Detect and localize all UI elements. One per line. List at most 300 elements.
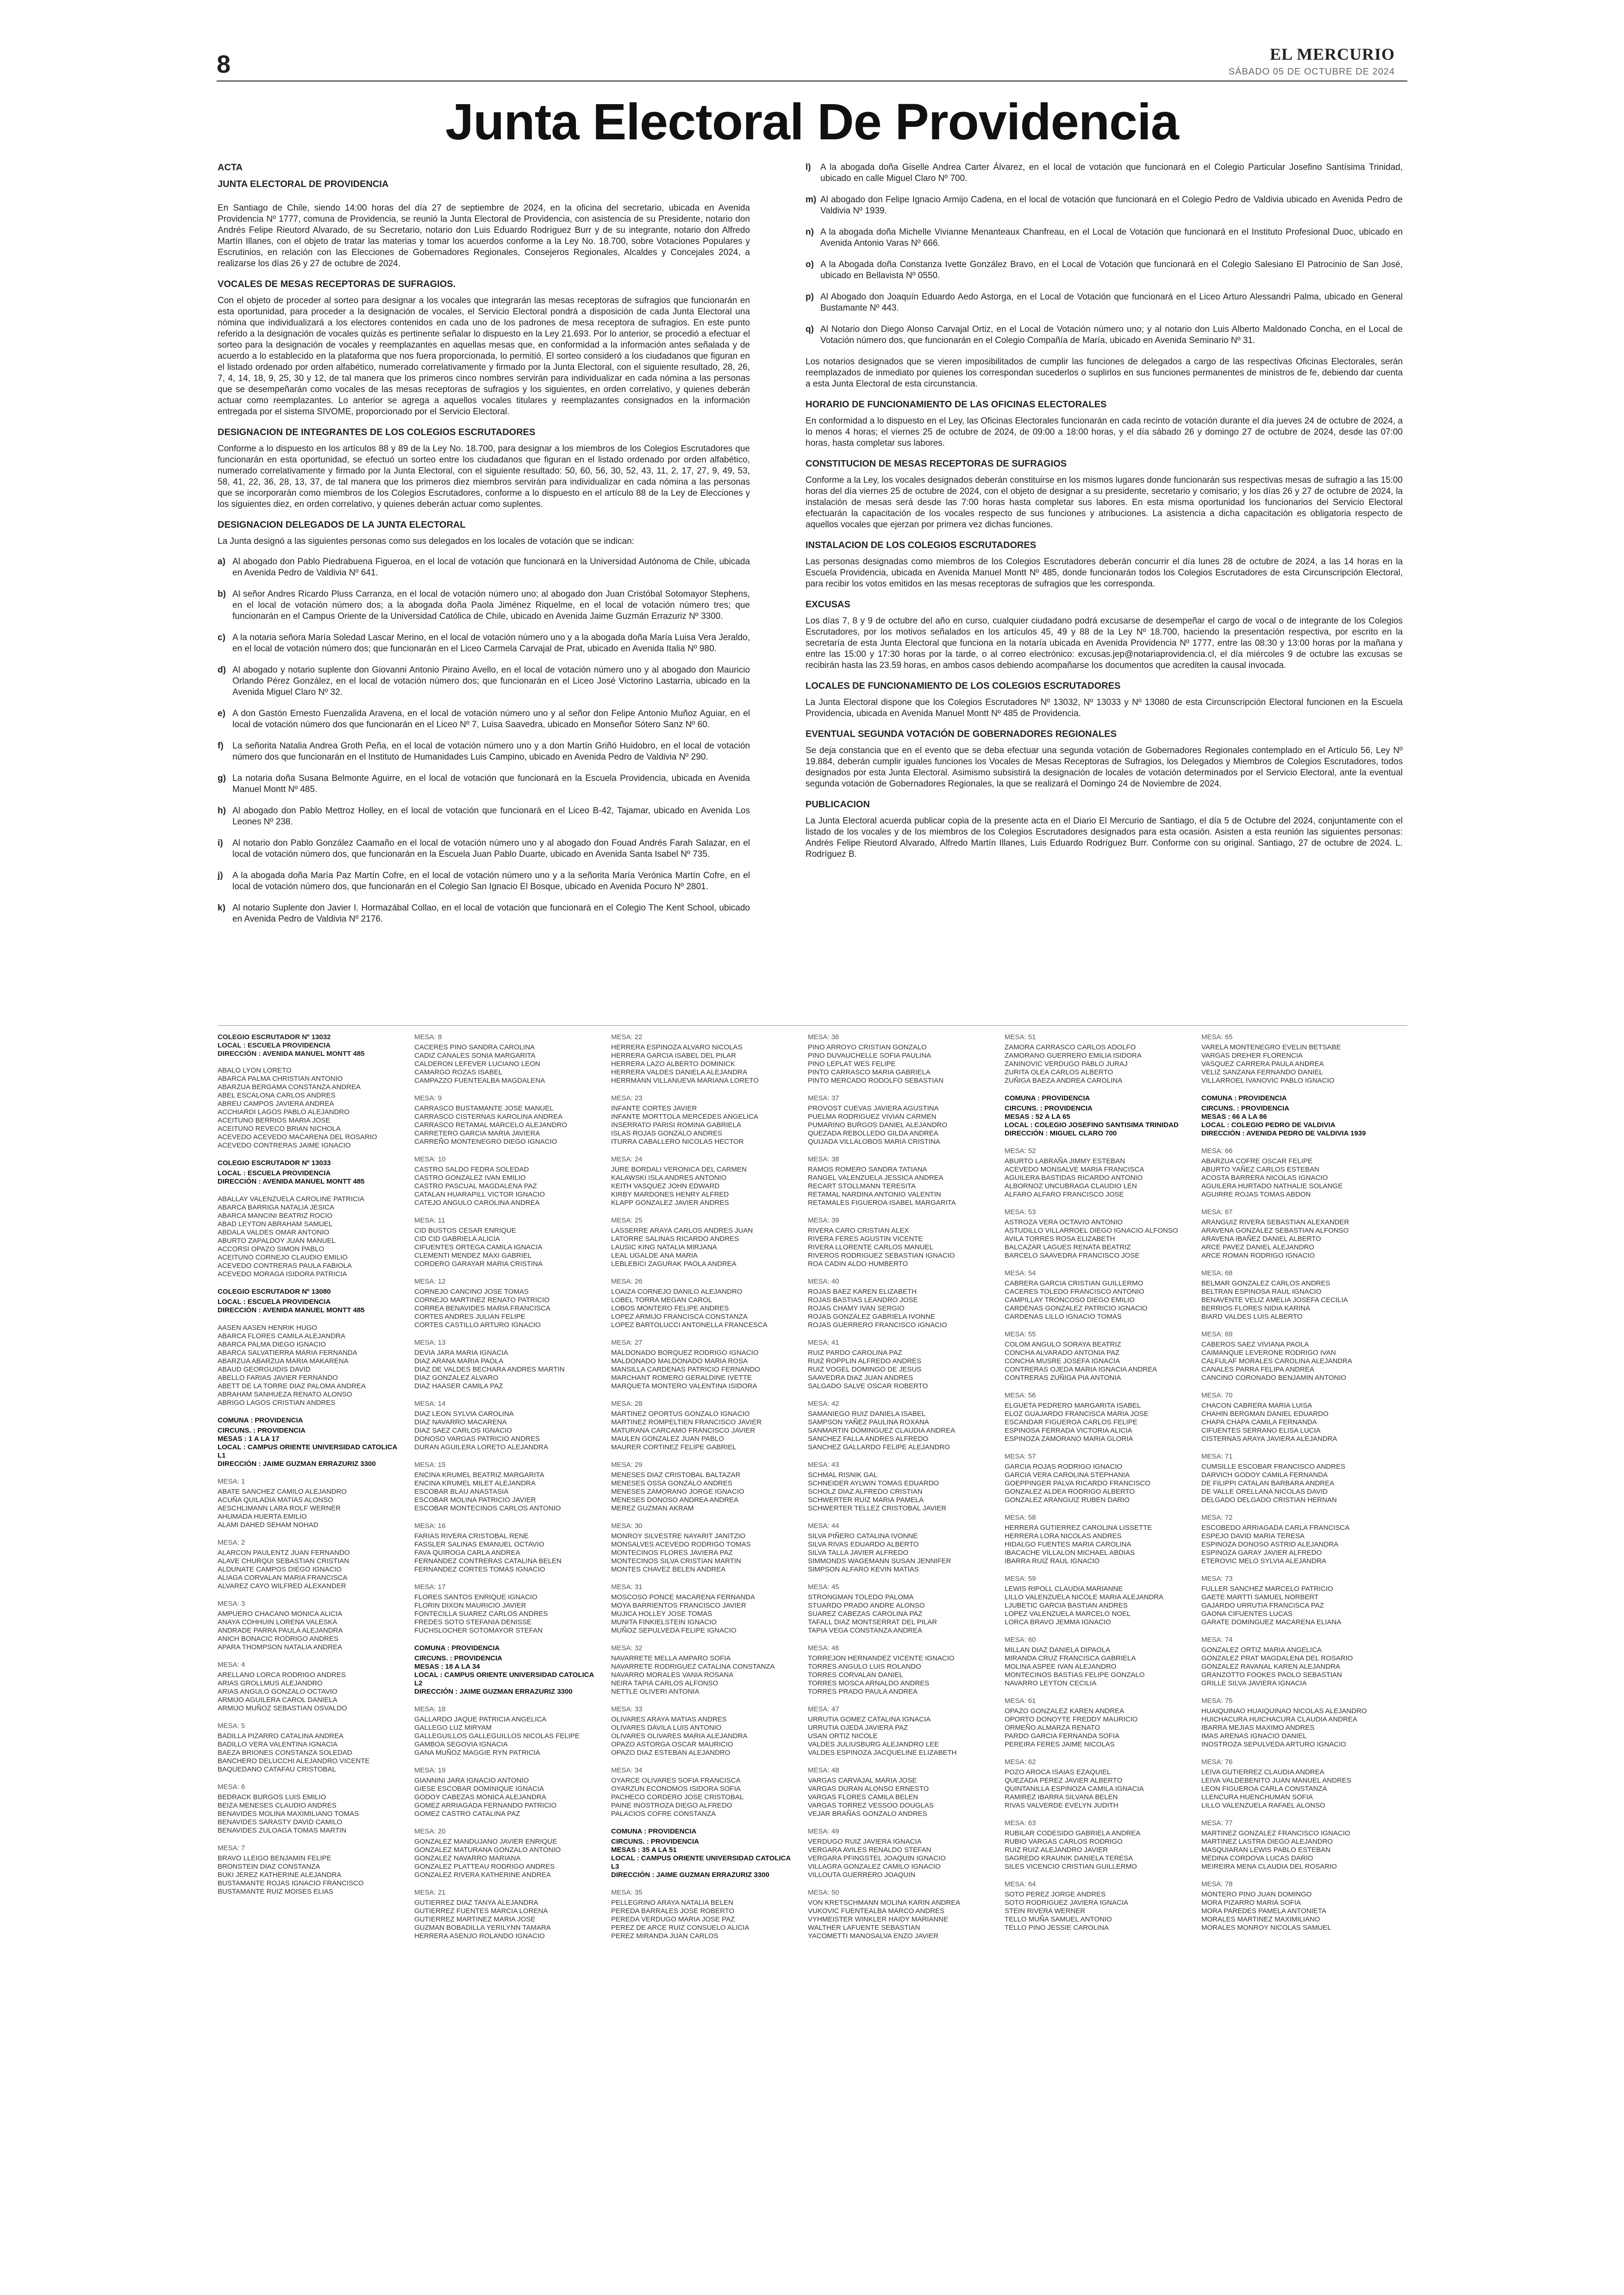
vocal-name: LJUBETIC GARCIA BASTIAN ANDRES bbox=[1005, 1602, 1128, 1609]
mesas-column bbox=[218, 1033, 403, 1905]
mesa-label: MESA: 14 bbox=[414, 1400, 446, 1408]
vocal-name: BEDRACK BURGOS LUIS EMILIO bbox=[218, 1793, 326, 1801]
vocal-name: MOYA BARRIENTOS FRANCISCO JAVIER bbox=[611, 1602, 746, 1609]
vocal-name: PINO DUVAUCHELLE SOFIA PAULINA bbox=[808, 1052, 931, 1060]
vocal-name: GONZALEZ ARANGUIZ RUBEN DARIO bbox=[1005, 1496, 1130, 1504]
delegate-letter: e) bbox=[218, 709, 225, 718]
delegate-letter: n) bbox=[806, 227, 814, 237]
mesa-block bbox=[611, 1889, 796, 1940]
delegate-text: Al notario Suplente don Javier I. Hormazábal Collao, en el local de votación que funcionará en el Colegio The Kent School, ubicado en Avenida Pedro de Valdivia Nº 2176. bbox=[232, 903, 750, 924]
local-header: COMUNA : PROVIDENCIA bbox=[1005, 1094, 1090, 1102]
vocal-name: YACOMETTI MANOSALVA ENZO JAVIER bbox=[808, 1932, 939, 1940]
vocal-name: SILVA PIÑERO CATALINA IVONNE bbox=[808, 1532, 918, 1540]
vocal-name: CADIZ CANALES SONIA MARGARITA bbox=[414, 1052, 536, 1060]
vocal-name: QUIJADA VILLALOBOS MARIA CRISTINA bbox=[808, 1138, 940, 1146]
vocal-name: GAMBOA SEGOVIA IGNACIA bbox=[414, 1740, 508, 1748]
publication-date: SÁBADO 05 DE OCTUBRE DE 2024 bbox=[1228, 67, 1395, 77]
vocal-name: SILVA TALLA JAVIER ALFREDO bbox=[808, 1549, 909, 1557]
vocal-name: ALDUNATE CAMPOS DIEGO IGNACIO bbox=[218, 1565, 342, 1573]
local-header-line: LOCAL : CAMPUS ORIENTE UNIVERSIDAD CATOLICA L1 bbox=[218, 1443, 397, 1459]
mesa-block bbox=[1201, 1697, 1387, 1749]
mesa-label: MESA: 44 bbox=[808, 1522, 839, 1530]
vocal-name: AGUILERA BASTIDAS RICARDO ANTONIO bbox=[1005, 1174, 1143, 1182]
mesa-label: MESA: 13 bbox=[414, 1339, 446, 1347]
vocal-name: PUELMA RODRIGUEZ VIVIAN CARMEN bbox=[808, 1113, 937, 1121]
vocal-name: MAURER CORTINEZ FELIPE GABRIEL bbox=[611, 1443, 737, 1451]
vocal-name: ISLAS ROJAS GONZALO ANDRES bbox=[611, 1129, 723, 1137]
vocal-name: GUTIERREZ DIAZ TANYA ALEJANDRA bbox=[414, 1899, 538, 1907]
mesa-block bbox=[218, 1324, 403, 1407]
vocal-name: SCHWERTER RUIZ MARIA PAMELA bbox=[808, 1496, 924, 1504]
vocal-name: VELIZ SANZANA FERNANDO DANIEL bbox=[1201, 1068, 1323, 1076]
section-text: Se deja constancia que en el evento que se deba efectuar una segunda votación de Gobernadores Regionales contemplado en el Artículo 56, Ley Nº 19.884, deberán cumplir iguales funciones los Vocales de Mesas Receptoras de Sufragios, los Delegados y Miembros de Colegios Escrutadores, todos designados por esta Junta Electoral. Asimismo subsistirá la designación de locales de votación determinados por el Servicio Electoral, ante la eventual segunda votación de Gobernadores Regionales, la que se realizará el Domingo 24 de Noviembre de 2024. bbox=[806, 746, 1403, 789]
vocal-name: ZANINOVIC VERDUGO PABLO JURAJ bbox=[1005, 1060, 1128, 1068]
delegate-letter: b) bbox=[218, 589, 226, 599]
mesa-label: MESA: 72 bbox=[1201, 1514, 1233, 1522]
vocal-name: GARCIA VERA CAROLINA STEPHANIA bbox=[1005, 1471, 1130, 1479]
mesa-block bbox=[808, 1278, 993, 1329]
vocal-name: ARIAS GROLLMUS ALEJANDRO bbox=[218, 1679, 323, 1687]
local-header-line: DIRECCIÓN : AVENIDA MANUEL MONTT 485 bbox=[218, 1178, 365, 1185]
vocal-name: CORNEJO CANCINO JOSE TOMAS bbox=[414, 1288, 529, 1296]
vocal-name: SCHWERTER TELLEZ CRISTOBAL JAVIER bbox=[808, 1504, 947, 1512]
vocal-name: ANICH BONACIC RODRIGO ANDRES bbox=[218, 1635, 338, 1643]
local-header-line: DIRECCIÓN : JAIME GUZMAN ERRAZURIZ 3300 bbox=[218, 1460, 376, 1468]
vocal-name: DE VALLE ORELLANA NICOLAS DAVID bbox=[1201, 1488, 1328, 1496]
vocal-name: CASTRO SALDO FEDRA SOLEDAD bbox=[414, 1166, 529, 1173]
local-header-line: MESAS : 18 A LA 34 bbox=[414, 1663, 480, 1671]
vocal-name: FASSLER SALINAS EMANUEL OCTAVIO bbox=[414, 1540, 544, 1548]
vocal-name: DIAZ SAEZ CARLOS IGNACIO bbox=[414, 1427, 512, 1434]
mesa-label: MESA: 58 bbox=[1005, 1514, 1036, 1522]
mesa-label: MESA: 29 bbox=[611, 1461, 643, 1469]
vocal-name: ABARZUA ABARZUA MARIA MAKARENA bbox=[218, 1357, 349, 1365]
vocal-name: MARQUETA MONTERO VALENTINA ISIDORA bbox=[611, 1382, 757, 1390]
vocal-name: ACEITUNO REVECO BRIAN NICHOLA bbox=[218, 1125, 341, 1133]
vocal-name: PAINE INOSTROZA DIEGO ALFREDO bbox=[611, 1802, 732, 1809]
vocal-name: INFANTE CORTES JAVIER bbox=[611, 1104, 697, 1112]
delegate-text: Al Abogado don Joaquín Eduardo Aedo Astorga, en el Local de Votación que funcionará en el Liceo Arturo Alessandri Palma, ubicado en General Bustamante Nº 443. bbox=[820, 292, 1403, 313]
vocal-name: QUEZADA REBOLLEDO GILDA ANDREA bbox=[808, 1129, 938, 1137]
vocal-name: ACEVEDO MORAGA ISIDORA PATRICIA bbox=[218, 1270, 347, 1278]
mesa-block bbox=[1005, 1575, 1190, 1627]
vocal-name: ETEROVIC MELO SYLVIA ALEJANDRA bbox=[1201, 1557, 1326, 1565]
vocal-name: AESCHLIMANN LARA ROLF WERNER bbox=[218, 1504, 341, 1512]
vocal-name: GONZALEZ MANDUJANO JAVIER ENRIQUE bbox=[414, 1838, 557, 1846]
mesa-block bbox=[1201, 1033, 1387, 1085]
vocal-name: FONTECILLA SUAREZ CARLOS ANDRES bbox=[414, 1610, 548, 1618]
vocal-name: LEIVA GUTIERREZ CLAUDIA ANDREA bbox=[1201, 1768, 1324, 1776]
vocal-name: NAVARRO LEYTON CECILIA bbox=[1005, 1679, 1097, 1687]
mesa-block bbox=[1005, 1269, 1190, 1321]
vocal-name: URRUTIA GOMEZ CATALINA IGNACIA bbox=[808, 1715, 931, 1723]
vocal-name: NEIRA TAPIA CARLOS ALFONSO bbox=[611, 1679, 718, 1687]
delegate-text: A la abogada doña Giselle Andrea Carter Álvarez, en el local de votación que funcionará en el Colegio Particular Josefino Santísima Trinidad, ubicado en calle Miguel Claro Nº 700. bbox=[820, 162, 1403, 183]
mesa-label: MESA: 41 bbox=[808, 1339, 839, 1347]
mesa-block bbox=[1005, 1819, 1190, 1871]
vocal-name: RECART STOLLMANN TERESITA bbox=[808, 1182, 916, 1190]
mesa-block bbox=[808, 1522, 993, 1574]
vocal-name: GUTIERREZ FUENTES MARCIA LORENA bbox=[414, 1907, 548, 1915]
delegate-item bbox=[218, 903, 750, 925]
vocal-name: STUARDO PRADO ANDRE ALONSO bbox=[808, 1602, 925, 1609]
vocal-name: FERNANDEZ CORTES TOMAS IGNACIO bbox=[414, 1565, 545, 1573]
mesa-block bbox=[1201, 1575, 1387, 1627]
section-title: LOCALES DE FUNCIONAMIENTO DE LOS COLEGIOS ESCRUTADORES bbox=[806, 681, 1121, 691]
mesa-block bbox=[218, 1416, 403, 1468]
vocal-name: DELGADO DELGADO CRISTIAN HERNAN bbox=[1201, 1496, 1337, 1504]
vocal-name: VARGAS FLORES CAMILA BELEN bbox=[808, 1793, 918, 1801]
vocal-name: ABARCA BARRIGA NATALIA JESICA bbox=[218, 1204, 335, 1211]
colegio-header-line: COLEGIO ESCRUTADOR Nº 13032 bbox=[218, 1033, 331, 1041]
vocal-name: LAUSIC KING NATALIA MIRJANA bbox=[611, 1243, 717, 1251]
mesa-block bbox=[808, 1827, 993, 1879]
vocal-name: VALDES JULIUSBURG ALEJANDRO LEE bbox=[808, 1740, 939, 1748]
vocal-name: ABELLO FARIAS JAVIER FERNANDO bbox=[218, 1374, 338, 1382]
vocal-name: MOSCOSO PONCE MACARENA FERNANDA bbox=[611, 1593, 755, 1601]
mesa-block bbox=[218, 1066, 403, 1150]
vocal-name: MONROY SILVESTRE NAYARIT JANITZIO bbox=[611, 1532, 746, 1540]
vocal-name: OLIVARES ARAYA MATIAS ANDRES bbox=[611, 1715, 727, 1723]
vocal-name: LEAL UGALDE ANA MARIA bbox=[611, 1252, 698, 1260]
vocal-name: FLORIN DIXON MAURICIO JAVIER bbox=[414, 1602, 526, 1609]
mesa-label: MESA: 77 bbox=[1201, 1819, 1233, 1827]
mesa-label: MESA: 50 bbox=[808, 1889, 839, 1896]
vocal-name: SANMARTIN DOMINGUEZ CLAUDIA ANDREA bbox=[808, 1427, 956, 1434]
mesa-label: MESA: 2 bbox=[218, 1539, 245, 1547]
local-header: COLEGIO ESCRUTADOR Nº 13080 bbox=[218, 1288, 331, 1296]
vocal-name: GRANZOTTO FOOKES PAOLO SEBASTIAN bbox=[1201, 1671, 1342, 1679]
vocal-name: BEIZA MENESES CLAUDIO ANDRES bbox=[218, 1802, 337, 1809]
mesa-label: MESA: 63 bbox=[1005, 1819, 1036, 1827]
section-title: DESIGNACION DE INTEGRANTES DE LOS COLEGIOS ESCRUTADORES bbox=[218, 427, 536, 437]
vocal-name: GOMEZ ARRIAGADA FERNANDO PATRICIO bbox=[414, 1802, 556, 1809]
mesa-block bbox=[611, 1705, 796, 1757]
delegate-item bbox=[806, 292, 1403, 314]
delegate-text: Al señor Andres Ricardo Pluss Carranza, en el local de votación número uno; al abogado don Juan Cristóbal Sotomayor Stephens, en el local de votación número dos; a la abogada doña Paola Jiménez Riquelme, en el local de votación número tres; que funcionarán en el Campus Oriente de la Universidad Católica de Chile, ubicado en Avenida Jaime Guzmán Errazuriz Nº 3300. bbox=[232, 589, 750, 621]
vocal-name: INOSTROZA SEPULVEDA ARTURO IGNACIO bbox=[1201, 1740, 1346, 1748]
vocal-name: ARMIJO MUÑOZ SEBASTIAN OSVALDO bbox=[218, 1704, 347, 1712]
vocal-name: OPAZO GONZALEZ KAREN ANDREA bbox=[1005, 1707, 1124, 1715]
vocal-name: ESPEJO DAVID MARIA TERESA bbox=[1201, 1532, 1305, 1540]
vocal-name: LOAIZA CORNEJO DANILO ALEJANDRO bbox=[611, 1288, 743, 1296]
vocal-name: AASEN AASEN HENRIK HUGO bbox=[218, 1324, 318, 1332]
mesa-label: MESA: 56 bbox=[1005, 1391, 1036, 1399]
vocal-name: LOPEZ VALENZUELA MARCELO NOEL bbox=[1005, 1610, 1131, 1618]
delegate-text: Al notario don Pablo González Caamaño en el local de votación número uno y al abogado don Fouad Andrés Farah Salazar, en el local de votación número dos, que funcionarán en la Escuela Juan Pablo Duarte, ubicado en Avenida Santa Isabel Nº 735. bbox=[232, 838, 750, 859]
vocal-name: ACEITUNO CORNEJO CLAUDIO EMILIO bbox=[218, 1254, 348, 1261]
vocal-name: ZAMORANO GUERRERO EMILIA ISIDORA bbox=[1005, 1052, 1142, 1060]
vocal-name: MUJICA HOLLEY JOSE TOMAS bbox=[611, 1610, 712, 1618]
vocal-name: FUCHSLOCHER SOTOMAYOR STEFAN bbox=[414, 1627, 543, 1634]
vocal-name: ZUÑIGA BAEZA ANDREA CAROLINA bbox=[1005, 1077, 1123, 1085]
vocal-name: DIAZ GONZALEZ ALVARO bbox=[414, 1374, 499, 1382]
vocal-name: ABEL ESCALONA CARLOS ANDRES bbox=[218, 1091, 336, 1099]
local-header-line: DIRECCIÓN : JAIME GUZMAN ERRAZURIZ 3300 bbox=[414, 1688, 573, 1696]
mesa-block bbox=[414, 1461, 600, 1513]
publication-name: EL MERCURIO bbox=[1269, 45, 1395, 63]
delegate-item bbox=[218, 708, 750, 730]
vocal-name: ALARCON PAULENTZ JUAN FERNANDO bbox=[218, 1549, 350, 1557]
mesa-block bbox=[218, 1722, 403, 1774]
delegate-text: Al abogado y notario suplente don Giovanni Antonio Piraino Avello, en el local de votación número uno y al abogado don Mauricio Orlando Pérez González, en el local de votación número dos; que funcionarán en el Liceo José Victorino Lastarria, ubicado en la Avenida Miguel Claro Nº 32. bbox=[232, 665, 750, 697]
vocal-name: ROA CADIN ALDO HUMBERTO bbox=[808, 1260, 908, 1268]
vocal-name: ABALLAY VALENZUELA CAROLINE PATRICIA bbox=[218, 1195, 365, 1203]
vocal-name: FREDES SOTO STEFANIA DENISSE bbox=[414, 1618, 532, 1626]
vocal-name: VYHMEISTER WINKLER HAIDY MARIANNE bbox=[808, 1915, 949, 1923]
mesa-block bbox=[611, 1216, 796, 1268]
vocal-name: LEWIS RIPOLL CLAUDIA MARIANNE bbox=[1005, 1585, 1123, 1593]
section-text: Con el objeto de proceder al sorteo para designar a los vocales que integrarán las mesas receptoras de sufragios que funcionarán en esta oportunidad, para proceder a la designación de vocales, el Servicio Electoral pondrá a disposición de cada Junta Electoral una nómina que individualizará a los electores contenidos en cada uno de los padrones de mesa receptora de sufragios. En este punto referido a la designación de vocales quizás es pertinente señalar lo dispuesto en la Ley 21.693. Por lo anterior, se procedió a efectuar el sorteo para la designación de vocales y reemplazantes en aquellas mesas que, en conformidad a la información antes señalada y de acuerdo a lo establecido en la plataforma que nos fuera proporcionada, lo permitió. El sorteo consideró a los ciudadanos que figuran en el listado ordenado por orden alfabético, numerado correlativamente y firmado por la Junta Electoral, con el siguiente resultado, 28, 26, 7, 4, 14, 18, 9, 25, 30 y 12, de tal manera que los primeros cinco nombres servirán para individualizar en cada nómina a las personas que se desempeñarán como vocales de las mesas receptoras de sufragios y los siguientes, en orden correlativo, y quienes deberán actuar como reemplazantes. Lo anterior se agrega a aquellos vocales titulares y reemplazantes consignados en la información entregada por el sistema SIVOME, proporcionado por el Servicio Electoral. bbox=[218, 296, 750, 417]
acta-subtitle: JUNTA ELECTORAL DE PROVIDENCIA bbox=[218, 179, 389, 189]
vocal-name: GIANNINI JARA IGNACIO ANTONIO bbox=[414, 1777, 529, 1784]
mesa-label: MESA: 66 bbox=[1201, 1147, 1233, 1155]
mesa-block bbox=[1201, 1269, 1387, 1321]
vocal-name: HERRERA VALDES DANIELA ALEJANDRA bbox=[611, 1068, 747, 1076]
vocal-name: SAGREDO KRAUNIK DANIELA TERESA bbox=[1005, 1854, 1133, 1862]
mesa-block bbox=[414, 1889, 600, 1940]
vocal-name: VARGAS DREHER FLORENCIA bbox=[1201, 1052, 1303, 1060]
vocal-name: HIDALGO FUENTES MARIA CAROLINA bbox=[1005, 1540, 1131, 1548]
vocal-name: BARCELO SAAVEDRA FRANCISCO JOSE bbox=[1005, 1252, 1140, 1260]
mesa-label: MESA: 40 bbox=[808, 1278, 839, 1285]
mesa-label: MESA: 32 bbox=[611, 1644, 643, 1652]
mesa-label: MESA: 47 bbox=[808, 1705, 839, 1713]
page-title: Junta Electoral De Providencia bbox=[445, 94, 1179, 150]
vocal-name: BAEZA BRIONES CONSTANZA SOLEDAD bbox=[218, 1749, 352, 1757]
delegate-letter: j) bbox=[218, 871, 223, 880]
vocal-name: GAETE MARTTI SAMUEL NORBERT bbox=[1201, 1593, 1319, 1601]
mesa-label: MESA: 71 bbox=[1201, 1453, 1233, 1460]
delegate-text: A la notaria señora María Soledad Lascar Merino, en el local de votación número uno y a la abogada doña María Luisa Vera Jeraldo, en el local de votación número dos; que funcionarán en el Liceo Carmela Carvajal de Prat, ubicado en Avenida Italia Nº 980. bbox=[232, 633, 750, 654]
delegate-item bbox=[218, 741, 750, 763]
vocal-name: GONZALEZ PLATTEAU RODRIGO ANDRES bbox=[414, 1863, 555, 1871]
vocal-name: RUIZ VOGEL DOMINGO DE JESUS bbox=[808, 1366, 922, 1373]
mesas-column bbox=[1005, 1033, 1190, 1941]
delegate-text: Al abogado don Pablo Mettroz Holley, en el local de votación que funcionará en el Liceo B-42, Tajamar, ubicado en Avenida Los Leones Nº 238. bbox=[232, 806, 750, 827]
vocal-name: PALACIOS COFRE CONSTANZA bbox=[611, 1810, 716, 1818]
acta-right-column bbox=[806, 162, 1403, 869]
section-title: PUBLICACION bbox=[806, 799, 870, 810]
mesa-block bbox=[611, 1155, 796, 1207]
mesa-label: MESA: 5 bbox=[218, 1722, 245, 1730]
vocal-name: MANSILLA CARDENAS PATRICIO FERNANDO bbox=[611, 1366, 761, 1373]
vocal-name: DURAN AGUILERA LORETO ALEJANDRA bbox=[414, 1443, 548, 1451]
vocal-name: OYARCE OLIVARES SOFIA FRANCISCA bbox=[611, 1777, 741, 1784]
vocal-name: AGUIRRE ROJAS TOMAS ABDON bbox=[1201, 1191, 1311, 1198]
vocal-name: ESCOBAR MONTECINOS CARLOS ANTONIO bbox=[414, 1504, 561, 1512]
vocal-name: LORCA BRAVO JEMMA IGNACIO bbox=[1005, 1618, 1111, 1626]
mesa-block bbox=[1201, 1453, 1387, 1504]
acta-title: ACTA bbox=[218, 162, 243, 173]
vocal-name: PINO LEPLAT WES FELIPE bbox=[808, 1060, 896, 1068]
vocal-name: DIAZ ARANA MARIA PAOLA bbox=[414, 1357, 504, 1365]
vocal-name: RIVAS VALVERDE EVELYN JUDITH bbox=[1005, 1802, 1118, 1809]
vocal-name: MENESES ZAMORANO JORGE IGNACIO bbox=[611, 1488, 744, 1496]
mesa-block bbox=[414, 1339, 600, 1391]
section-title: HORARIO DE FUNCIONAMIENTO DE LAS OFICINAS ELECTORALES bbox=[806, 399, 1107, 410]
vocal-name: MORA PIZARRO MARIA SOFIA bbox=[1201, 1899, 1301, 1907]
vocal-name: CHAHIN BERGMAN DANIEL EDUARDO bbox=[1201, 1410, 1329, 1418]
vocal-name: CID BUSTOS CESAR ENRIQUE bbox=[414, 1227, 516, 1235]
mesa-block bbox=[414, 1644, 600, 1696]
vocal-name: FARIAS RIVERA CRISTOBAL RENE bbox=[414, 1532, 529, 1540]
vocal-name: INFANTE MORTTOLA MERCEDES ANGELICA bbox=[611, 1113, 758, 1121]
mesa-label: MESA: 21 bbox=[414, 1889, 446, 1896]
vocal-name: MARCHANT ROMERO GERALDINE IVETTE bbox=[611, 1374, 752, 1382]
delegate-letter: o) bbox=[806, 260, 814, 269]
vocal-name: CAMARGO ROZAS ISABEL bbox=[414, 1068, 503, 1076]
vocal-name: HERRERA LAZO ALBERTO DOMINICK bbox=[611, 1060, 735, 1068]
mesa-block bbox=[611, 1033, 796, 1085]
delegate-letter: c) bbox=[218, 633, 225, 642]
vocal-name: CATALAN HUARAPILL VICTOR IGNACIO bbox=[414, 1191, 545, 1198]
vocal-name: BRAVO LLEIGO BENJAMIN FELIPE bbox=[218, 1854, 331, 1862]
delegate-item bbox=[218, 665, 750, 698]
vocal-name: ACEVEDO CONTRERAS JAIME IGNACIO bbox=[218, 1141, 351, 1149]
mesa-label: MESA: 11 bbox=[414, 1216, 445, 1224]
vocal-name: VARGAS TORREZ VESSOO DOUGLAS bbox=[808, 1802, 934, 1809]
vocal-name: GUTIERREZ MARTINEZ MARIA JOSE bbox=[414, 1915, 536, 1923]
vocal-name: ARANGUIZ RIVERA SEBASTIAN ALEXANDER bbox=[1201, 1218, 1349, 1226]
delegate-item bbox=[806, 162, 1403, 184]
delegate-text: A la abogada doña María Paz Martín Cofre, en el local de votación número uno y a la señorita María Verónica Martín Cofre, en el local de votación número dos, que funcionarán en el Colegio San Ignacio El Bosque, ubicado en Avenida Pocuro Nº 2801. bbox=[232, 871, 750, 892]
delegate-item bbox=[806, 324, 1403, 346]
local-header-line: LOCAL : CAMPUS ORIENTE UNIVERSIDAD CATOLICA L3 bbox=[611, 1854, 791, 1871]
vocal-name: FERNANDEZ CONTRERAS CATALINA BELEN bbox=[414, 1557, 562, 1565]
vocal-name: PINTO MERCADO RODOLFO SEBASTIAN bbox=[808, 1077, 944, 1085]
vocal-name: VILLAGRA GONZALEZ CAMILO IGNACIO bbox=[808, 1863, 941, 1871]
vocal-name: ABRIGO LAGOS CRISTIAN ANDRES bbox=[218, 1399, 336, 1407]
colegio-header bbox=[218, 1033, 403, 1058]
vocal-name: SIMPSON ALFARO KEVIN MATIAS bbox=[808, 1565, 919, 1573]
vocal-name: SILES VICENCIO CRISTIAN GUILLERMO bbox=[1005, 1863, 1137, 1871]
mesa-block bbox=[808, 1889, 993, 1940]
vocal-name: ZAMORA CARRASCO CARLOS ADOLFO bbox=[1005, 1043, 1136, 1051]
mesa-block bbox=[1201, 1094, 1387, 1138]
vocal-name: JURE BORDALI VERONICA DEL CARMEN bbox=[611, 1166, 747, 1173]
vocal-name: QUINTANILLA ESPINOZA CAMILA IGNACIA bbox=[1005, 1785, 1144, 1793]
vocal-name: BUKI JEREZ KATHERINE ALEJANDRA bbox=[218, 1871, 342, 1879]
mesa-label: MESA: 9 bbox=[414, 1094, 442, 1102]
vocal-name: MARTINEZ GONZALEZ FRANCISCO IGNACIO bbox=[1201, 1829, 1350, 1837]
vocal-name: CONCHA ALVARADO ANTONIA PAZ bbox=[1005, 1349, 1120, 1357]
local-header: COMUNA : PROVIDENCIA bbox=[1201, 1094, 1287, 1102]
vocal-name: OPORTO DONOYTE FREDDY MAURICIO bbox=[1005, 1715, 1138, 1723]
mesa-label: MESA: 70 bbox=[1201, 1391, 1233, 1399]
delegate-letter: l) bbox=[806, 162, 811, 172]
mesa-block bbox=[218, 1661, 403, 1713]
mesa-label: MESA: 65 bbox=[1201, 1033, 1233, 1041]
vocal-name: CARRASCO BUSTAMANTE JOSE MANUEL bbox=[414, 1104, 554, 1112]
vocal-name: RETAMALES FIGUEROA ISABEL MARGARITA bbox=[808, 1199, 956, 1207]
vocal-name: MARTINEZ LASTRA DIEGO ALEJANDRO bbox=[1201, 1838, 1333, 1846]
vocal-name: DIAZ NAVARRO MACARENA bbox=[414, 1418, 507, 1426]
vocal-name: DE FILIPPI CATALAN BARBARA ANDREA bbox=[1201, 1479, 1335, 1487]
vocal-name: TORRES PRADO PAULA ANDREA bbox=[808, 1688, 918, 1696]
vocal-name: FLORES SANTOS ENRIQUE IGNACIO bbox=[414, 1593, 537, 1601]
mesa-block bbox=[1201, 1208, 1387, 1260]
vocal-name: GONZALEZ ALDEA RODRIGO ALBERTO bbox=[1005, 1488, 1135, 1496]
mesa-block bbox=[218, 1478, 403, 1529]
vocal-name: ABURTO YAÑEZ CARLOS ESTEBAN bbox=[1201, 1166, 1319, 1173]
vocal-name: LOBEL TORRA MEGAN CAROL bbox=[611, 1296, 712, 1304]
mesa-label: MESA: 64 bbox=[1005, 1880, 1036, 1888]
page-number: 8 bbox=[217, 50, 231, 78]
section-title: EVENTUAL SEGUNDA VOTACIÓN DE GOBERNADORES REGIONALES bbox=[806, 729, 1117, 739]
mesa-label: MESA: 28 bbox=[611, 1400, 643, 1408]
vocal-name: SANCHEZ GALLARDO FELIPE ALEJANDRO bbox=[808, 1443, 950, 1451]
mesa-label: MESA: 35 bbox=[611, 1889, 643, 1896]
vocal-name: ESCOBAR MOLINA PATRICIO JAVIER bbox=[414, 1496, 536, 1504]
vocal-name: MONSALVES ACEVEDO RODRIGO TOMAS bbox=[611, 1540, 751, 1548]
mesa-label: MESA: 43 bbox=[808, 1461, 839, 1469]
vocal-name: USAN ORTIZ NICOLE bbox=[808, 1732, 878, 1740]
mesa-block bbox=[1201, 1330, 1387, 1382]
delegate-item bbox=[218, 589, 750, 622]
vocal-name: SAMANIEGO RUIZ DANIELA ISABEL bbox=[808, 1410, 926, 1418]
vocal-name: GONZALEZ MATURANA GONZALO ANTONIO bbox=[414, 1846, 561, 1854]
vocal-name: KIRBY MARDONES HENRY ALFRED bbox=[611, 1191, 729, 1198]
mesa-block bbox=[1005, 1330, 1190, 1382]
mesa-label: MESA: 15 bbox=[414, 1461, 446, 1469]
mesa-block bbox=[414, 1216, 600, 1268]
mesa-block bbox=[808, 1155, 993, 1207]
mesa-block bbox=[1005, 1094, 1190, 1138]
delegate-text: A la abogada doña Michelle Vivianne Menanteaux Chanfreau, en el Local de Votación que funcionará en el Instituto Profesional Duoc, ubicado en Avenida Antonio Varas Nº 666. bbox=[820, 227, 1403, 248]
mesa-block bbox=[414, 1522, 600, 1574]
vocal-name: GOEPPINGER PALVA RICARDO FRANCISCO bbox=[1005, 1479, 1151, 1487]
vocal-name: ABDALA VALDES OMAR ANTONIO bbox=[218, 1229, 330, 1236]
vocal-name: NETTLE OLIVERI ANTONIA bbox=[611, 1688, 700, 1696]
vocal-name: ABURTO ZAPALDOY JUAN MANUEL bbox=[218, 1237, 336, 1245]
vocal-name: BANCHERO DELUCCHI ALEJANDRO VICENTE bbox=[218, 1757, 370, 1765]
delegate-item bbox=[806, 227, 1403, 249]
mesa-block bbox=[414, 1278, 600, 1329]
vocal-name: ACOSTA BARRERA NICOLAS IGNACIO bbox=[1201, 1174, 1328, 1182]
vocal-name: BENAVIDES MOLINA MAXIMILIANO TOMAS bbox=[218, 1810, 359, 1818]
vocal-name: BENAVIDES ZULOAGA TOMAS MARTIN bbox=[218, 1827, 347, 1834]
vocal-name: ARELLANO LORCA RODRIGO ANDRES bbox=[218, 1671, 346, 1679]
mesa-block bbox=[1201, 1147, 1387, 1199]
vocal-name: SAMPSON YAÑEZ PAULINA ROXANA bbox=[808, 1418, 929, 1426]
delegate-item bbox=[218, 805, 750, 828]
vocal-name: SOTO RODRIGUEZ JAVIERA IGNACIA bbox=[1005, 1899, 1128, 1907]
mesa-label: MESA: 49 bbox=[808, 1827, 839, 1835]
vocal-name: IBACACHE VILLALON MICHAEL ABDIAS bbox=[1005, 1549, 1135, 1557]
mesa-block bbox=[1005, 1514, 1190, 1565]
mesa-block bbox=[611, 1094, 796, 1146]
mesa-block bbox=[218, 1783, 403, 1835]
mesa-label: MESA: 61 bbox=[1005, 1697, 1036, 1705]
vocal-name: CIFUENTES ORTEGA CAMILA IGNACIA bbox=[414, 1243, 543, 1251]
mesa-block bbox=[1005, 1880, 1190, 1932]
mesa-label: MESA: 48 bbox=[808, 1766, 839, 1774]
delegate-text: Al abogado don Felipe Ignacio Armijo Cadena, en el local de votación que funcionará en el Colegio Pedro de Valdivia ubicado en Avenida Pedro de Valdivia Nº 1939. bbox=[820, 195, 1403, 216]
mesa-label: MESA: 69 bbox=[1201, 1330, 1233, 1338]
mesa-label: MESA: 16 bbox=[414, 1522, 446, 1530]
vocal-name: GONZALEZ NAVARRO MARIANA bbox=[414, 1854, 521, 1862]
vocal-name: NAVARRETE RODRIGUEZ CATALINA CONSTANZA bbox=[611, 1663, 775, 1671]
vocal-name: PEREIRA FERES JAIME NICOLAS bbox=[1005, 1740, 1115, 1748]
vocal-name: GRILLE SILVA JAVIERA IGNACIA bbox=[1201, 1679, 1307, 1687]
vocal-name: DIAZ DE VALDES BECHARA ANDRES MARTIN bbox=[414, 1366, 565, 1373]
vocal-name: CONTRERAS OJEDA MARIA IGNACIA ANDREA bbox=[1005, 1366, 1157, 1373]
vocal-name: ROJAS GONZALEZ GABRIELA IVONNE bbox=[808, 1313, 936, 1321]
vocal-name: IBARRA RUIZ RAUL IGNACIO bbox=[1005, 1557, 1100, 1565]
vocal-name: GIESE ESCOBAR DOMINIQUE IGNACIA bbox=[414, 1785, 544, 1793]
vocal-name: BRONSTEIN DIAZ CONSTANZA bbox=[218, 1863, 320, 1871]
